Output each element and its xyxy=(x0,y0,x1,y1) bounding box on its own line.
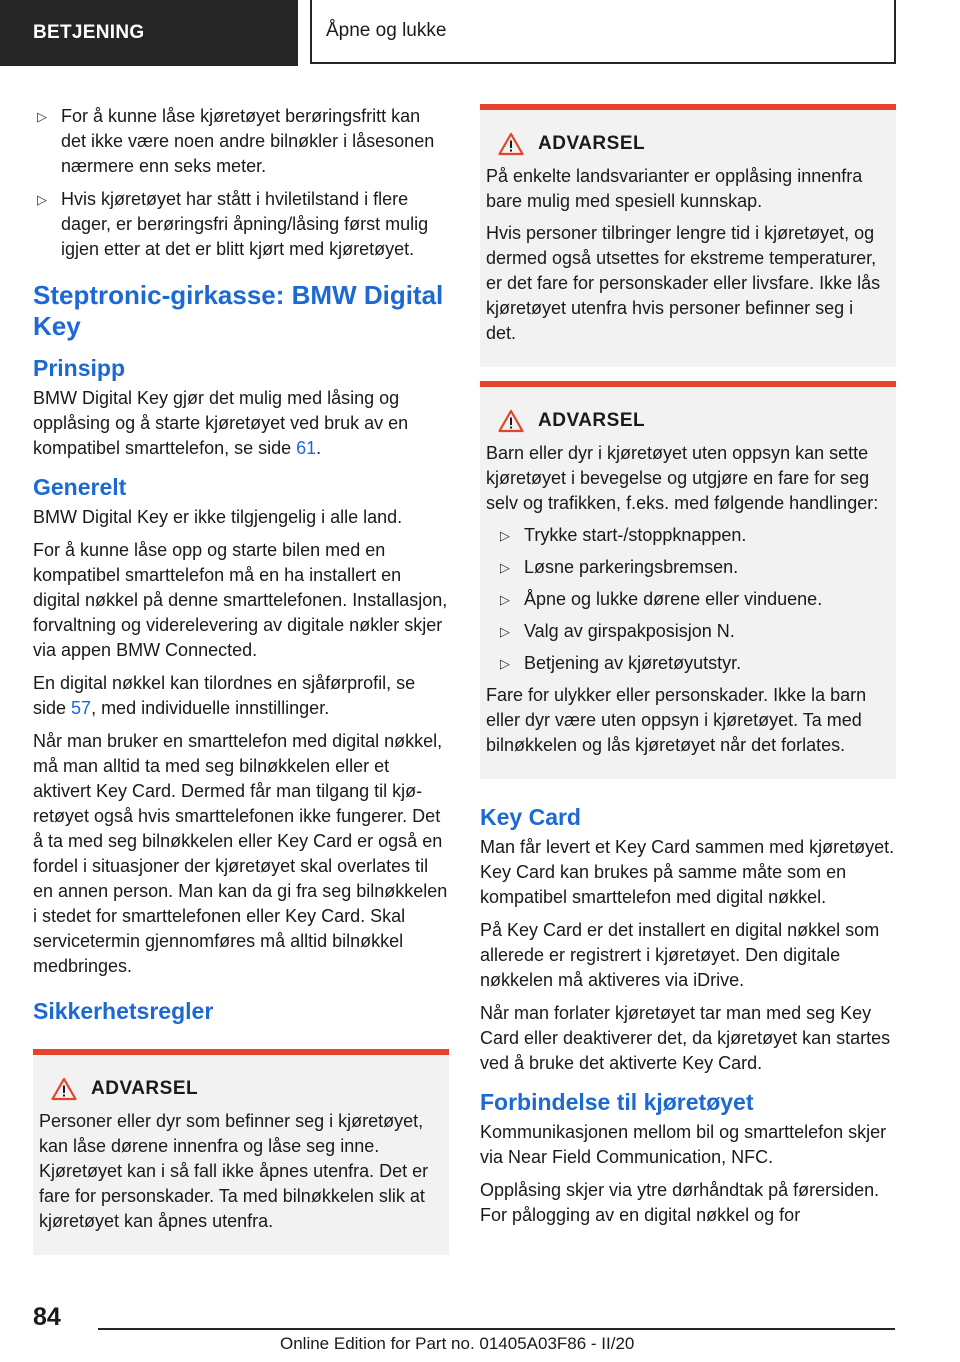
list-item: ▷ Åpne og lukke dørene eller vinduene. xyxy=(486,587,888,612)
paragraph: På Key Card er det installert en digital nøkkel som allerede er registrert i kjøretøyet. Den digitale nøkkelen må aktiveres via iDrive. xyxy=(480,920,880,990)
paragraph: En digital nøkkel kan tilordnes en sjåførprofil, se side 57, med individuelle innstillinger. xyxy=(33,673,416,718)
warning-triangle-icon xyxy=(51,1077,77,1101)
triangle-bullet-icon: ▷ xyxy=(500,528,510,543)
right-column xyxy=(480,104,896,1236)
warning-triangle-icon xyxy=(498,409,524,433)
subheading-generelt: Generelt xyxy=(33,474,127,500)
paragraph: Opplåsing skjer via ytre dørhåndtak på førersiden. For pålogging av en digital nøkkel og for xyxy=(480,1180,880,1225)
warning-header xyxy=(498,409,888,433)
warning-header xyxy=(51,1077,441,1101)
paragraph: For å kunne låse opp og starte bilen med en kompatibel smarttelefon må en ha installert en digital nøkkel på denne smarttelefonen. Installasjon, forvaltning og viderelevering av digitale nøkler skjer via appen BMW Connected. xyxy=(33,540,448,660)
paragraph: Kommunikasjonen mellom bil og smarttelefon skjer via Near Field Communication, NFC. xyxy=(480,1122,887,1167)
page-number: 84 xyxy=(33,1303,61,1331)
paragraph: Man får levert et Key Card sammen med kjøretøyet. Key Card kan brukes på samme måte som en kompatibel smarttelefon med digital nøkkel. xyxy=(480,837,895,907)
warning-box xyxy=(480,381,896,779)
warning-title: ADVARSEL xyxy=(538,410,646,431)
subheading-sikkerhet: Sikkerhetsregler xyxy=(33,998,214,1024)
warning-box xyxy=(480,104,896,367)
page-link[interactable]: 61 xyxy=(296,438,317,458)
list-item: ▷ Betjening av kjøretøyutstyr. xyxy=(486,651,888,676)
list-item: ▷ Løsne parkeringsbremsen. xyxy=(486,555,888,580)
list-item: ▷ For å kunne låse kjøretøyet berøringsfritt kan det ikke være noen andre bilnøkler i låsesonen nærmere enn seks meter. xyxy=(37,106,435,176)
warning-text: Fare for ulykker eller personskader. Ikke la barn eller dyr være uten oppsyn i kjøretøyet. Ta med bilnøkkelen og lås kjøretøyet når det forlates. xyxy=(486,685,867,755)
subheading-keycard: Key Card xyxy=(480,804,581,830)
warning-header xyxy=(498,132,888,156)
triangle-bullet-icon: ▷ xyxy=(500,592,510,607)
footer-edition: Online Edition for Part no. 01405A03F86 - II/20 xyxy=(280,1334,635,1353)
chapter-title: Åpne og lukke xyxy=(310,0,896,64)
paragraph: Når man forlater kjøretøyet tar man med seg Key Card eller deaktiverer det, da kjøretøyet kan startes ved å bruke det aktiverte Key Card. xyxy=(480,1003,891,1073)
paragraph: Når man bruker en smarttelefon med digital nøkkel, må man alltid ta med seg bilnøkkelen eller et aktivert Key Card. Dermed får man tilgang til kjøretøyet også hvis smarttelefonen ikke fungerer. Det å ta med seg bilnøkkelen eller Key Card er også en fordel i situasjoner der kjøretøyet skal overlates til en annen person. Man kan da gi fra seg bilnøkkelen i stedet for smarttelefonen eller Key Card. Skal servicetermin gjennomføres må alltid bilnøkkel medbringes. xyxy=(33,731,448,976)
warning-triangle-icon xyxy=(498,132,524,156)
warning-text: Personer eller dyr som befinner seg i kjøretøyet, kan låse dørene innenfra og låse seg inne. Kjøretøyet kan i så fall ikke åpnes utenfra. Det er fare for personskader. Ta med bilnøkkelen slik at kjøretøyet kan åpnes utenfra. xyxy=(39,1111,429,1231)
triangle-bullet-icon: ▷ xyxy=(500,656,510,671)
warning-text: Hvis personer tilbringer lengre tid i kjøretøyet, og dermed også utsettes for ekstreme temperaturer, er det fare for personskader eller livsfare. Ikke lås kjøretøyet utenfra hvis personer befinner seg i det. xyxy=(486,223,881,343)
left-column xyxy=(33,104,449,1263)
subheading-forbindelse: Forbindelse til kjøretøyet xyxy=(480,1089,754,1115)
warning-title: ADVARSEL xyxy=(538,133,646,154)
page-header xyxy=(0,0,960,66)
triangle-bullet-icon: ▷ xyxy=(500,624,510,639)
subheading-prinsipp: Prinsipp xyxy=(33,355,126,381)
page-link[interactable]: 57 xyxy=(71,698,92,718)
section-heading: Steptronic-girkasse: BMW Digital Key xyxy=(33,280,444,341)
triangle-bullet-icon: ▷ xyxy=(500,560,510,575)
warning-title: ADVARSEL xyxy=(91,1078,199,1099)
list-item: ▷ Valg av girspakposisjon N. xyxy=(486,619,888,644)
list-item: ▷ Hvis kjøretøyet har stått i hviletilstand i flere dager, er berøringsfri åpning/låsing først mulig igjen etter at det er blitt kjørt med kjøretøyet. xyxy=(37,189,429,259)
triangle-bullet-icon: ▷ xyxy=(37,109,47,124)
warning-text: På enkelte landsvarianter er opplåsing innenfra bare mulig med spesiell kunnskap. xyxy=(486,166,863,211)
section-tab: BETJENING xyxy=(0,0,298,66)
paragraph: BMW Digital Key gjør det mulig med låsing og opplåsing og å starte kjøretøyet ved bruk av en kompatibel smarttelefon, se side 61. xyxy=(33,388,409,458)
list-item: ▷ Trykke start-/stoppknappen. xyxy=(486,523,888,548)
footer-divider xyxy=(98,1328,895,1330)
warning-text: Barn eller dyr i kjøretøyet uten oppsyn kan sette kjøretøyet i bevegelse og utgjøre en fare for seg selv og trafikken, f.eks. med følgende handlinger: xyxy=(486,443,879,513)
triangle-bullet-icon: ▷ xyxy=(37,192,47,207)
paragraph: BMW Digital Key er ikke tilgjengelig i alle land. xyxy=(33,507,403,527)
warning-box xyxy=(33,1049,449,1255)
